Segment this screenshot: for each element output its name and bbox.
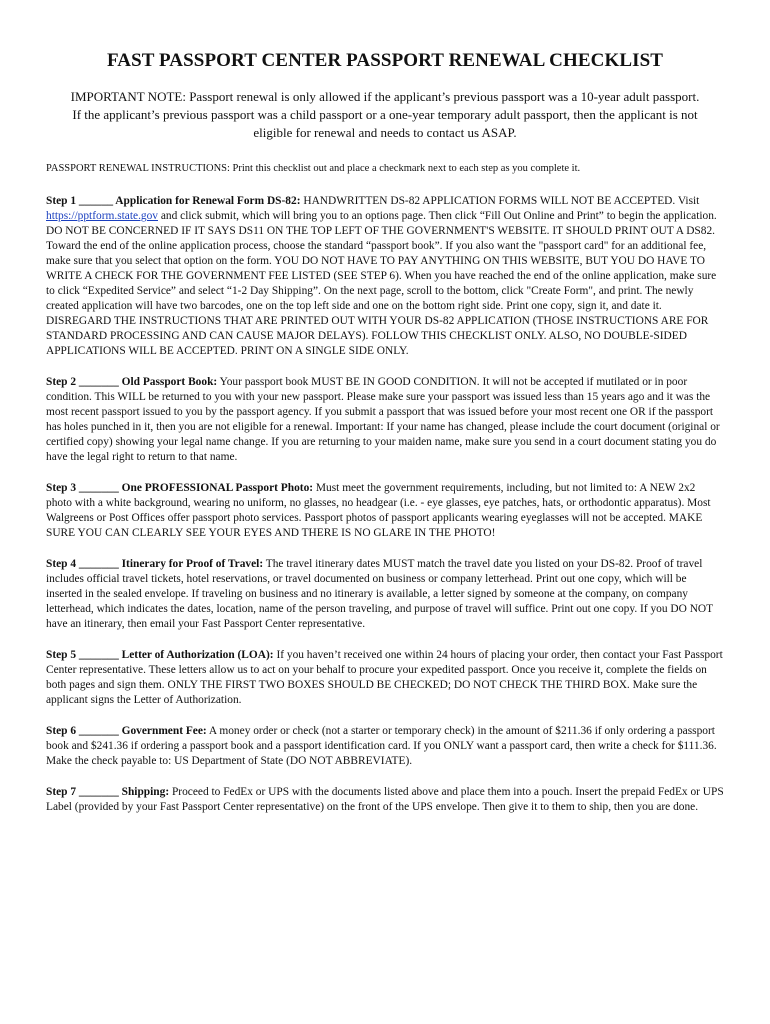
note-line: IMPORTANT NOTE: Passport renewal is only allowed if the applicant’s previous passport was a 10-year adult passport. — [70, 89, 700, 104]
step-1-header: Step 1 ______ Application for Renewal Form DS-82: — [46, 195, 301, 207]
step-4 — [46, 557, 724, 632]
step-2 — [46, 375, 724, 465]
step-6-text: A money order or check (not a starter or temporary check) in the amount of $211.36 if only ordering a passport book and $241.36 if ordering a passport book and a passport identification card. If you ONLY want a passport card, then write a check for $111.36. Make the check payable to: US Department of State (DO NOT ABBREVIATE). — [46, 725, 717, 767]
step-5-text: If you haven’t received one within 24 hours of placing your order, then contact your Fast Passport Center representative. These letters allow us to act on your behalf to procure your expedited passport. Once you receive it, complete the fields on both pages and sign them. ONLY THE FIRST TWO BOXES SHOULD BE CHECKED; DO NOT CHECK THE THIRD BOX. Make sure the applicant signs the Letter of Authorization. — [46, 649, 723, 706]
step-3-text: Must meet the government requirements, including, but not limited to: A NEW 2x2 photo with a white background, wearing no uniform, no glasses, no headgear (i.e. - eye glasses, eye patches, hats, or orthodontic apparatus). Most Walgreens or Post Offices offer passport photo services. Passport photos of passport applicants wearing eyeglasses will not be accepted. MAKE SURE YOU CAN CLEARLY SEE YOUR EYES AND THERE IS NO GLARE IN THE PHOTO! — [46, 482, 711, 539]
step-5-header: Step 5 _______ Letter of Authorization (LOA): — [46, 649, 274, 661]
step-3-header: Step 3 _______ One PROFESSIONAL Passport Photo: — [46, 482, 314, 494]
step-3 — [46, 481, 724, 541]
step-4-header: Step 4 _______ Itinerary for Proof of Travel: — [46, 558, 264, 570]
step-7 — [46, 785, 724, 815]
step-2-text: Your passport book MUST BE IN GOOD CONDITION. It will not be accepted if mutilated or in poor condition. This WILL be returned to you with your new passport. Please make sure your passport was issued less than 15 years ago and it was the most recent passport issued to you by the passport agency. If you submit a passport that was issued before your most recent one OR if the passport has holes punched in it, then you are not eligible for a renewal. Important: If your name has changed, please include the court document (original or certified copy) showing your legal name change. If you are returning to your maiden name, make sure you send in a court document stating you do have the legal right to return to that name. — [46, 376, 720, 463]
important-note — [46, 88, 724, 142]
step-6 — [46, 724, 724, 769]
step-1 — [46, 194, 724, 359]
step-7-text: Proceed to FedEx or UPS with the documents listed above and place them into a pouch. Insert the prepaid FedEx or UPS Label (provided by your Fast Passport Center representative) on the front of the UPS envelope. Then give it to them to ship, then you are done. — [46, 786, 724, 813]
step-5 — [46, 648, 724, 708]
step-6-header: Step 6 _______ Government Fee: — [46, 725, 207, 737]
step-1-text-b: and click submit, which will bring you to an options page. Then click “Fill Out Online and Print” to begin the application. DO NOT BE CONCERNED IF IT SAYS DS11 ON THE TOP LEFT OF THE GOVERNMENT'S WEBSITE. IT SHOULD PRINT OUT A DS82. Toward the end of the online application process, choose the standard “passport book”. If you also want the "passport card" for an additional fee, make sure that you select that option on the form. YOU DO NOT HAVE TO PAY ANYTHING ON THIS WEBSITE, BUT YOU DO HAVE TO WRITE A CHECK FOR THE GOVERNMENT FEE LISTED (SEE STEP 6). When you have reached the end of the online application, make sure to click “Expedited Service” and select “1-2 Day Shipping”. On the next page, scroll to the bottom, click "Create Form", and print. The newly created application will have two barcodes, one on the top left side and one on the bottom right side. Print one copy, sign it, and date it. DISREGARD THE INSTRUCTIONS THAT ARE PRINTED OUT WITH YOUR DS-82 APPLICATION (THOSE INSTRUCTIONS ARE FOR STANDARD PROCESSING AND CAN CAUSE MAJOR DELAYS). FOLLOW THIS CHECKLIST ONLY. ALSO, NO DOUBLE-SIDED APPLICATIONS WILL BE ACCEPTED. PRINT ON A SINGLE SIDE ONLY. — [46, 210, 717, 357]
step-1-text-a: HANDWRITTEN DS-82 APPLICATION FORMS WILL NOT BE ACCEPTED. Visit — [300, 195, 700, 207]
step-4-text: The travel itinerary dates MUST match the travel date you listed on your DS-82. Proof of travel includes official travel tickets, hotel reservations, or travel documented on business or company letterhead. Print out one copy, which will be inserted in the sealed envelope. If traveling on business and no itinerary is available, a letter signed by someone at the company, on company letterhead, which indicates the dates, location, name of the person traveling, and purpose of travel will suffice. Print out one copy. If you DO NOT have an itinerary, then email your Fast Passport Center representative. — [46, 558, 713, 630]
pptform-link[interactable]: https://pptform.state.gov — [46, 210, 158, 222]
step-7-header: Step 7 _______ Shipping: — [46, 786, 170, 798]
note-line: If the applicant’s previous passport was a child passport or a one-year temporary adult passport, then the applicant is not — [72, 107, 698, 122]
note-line: eligible for renewal and needs to contact us ASAP. — [253, 125, 517, 140]
renewal-instructions: PASSPORT RENEWAL INSTRUCTIONS: Print this checklist out and place a checkmark next to each step as you complete it. — [46, 163, 581, 174]
step-2-header: Step 2 _______ Old Passport Book: — [46, 376, 218, 388]
document-title: FAST PASSPORT CENTER PASSPORT RENEWAL CHECKLIST — [106, 50, 664, 71]
